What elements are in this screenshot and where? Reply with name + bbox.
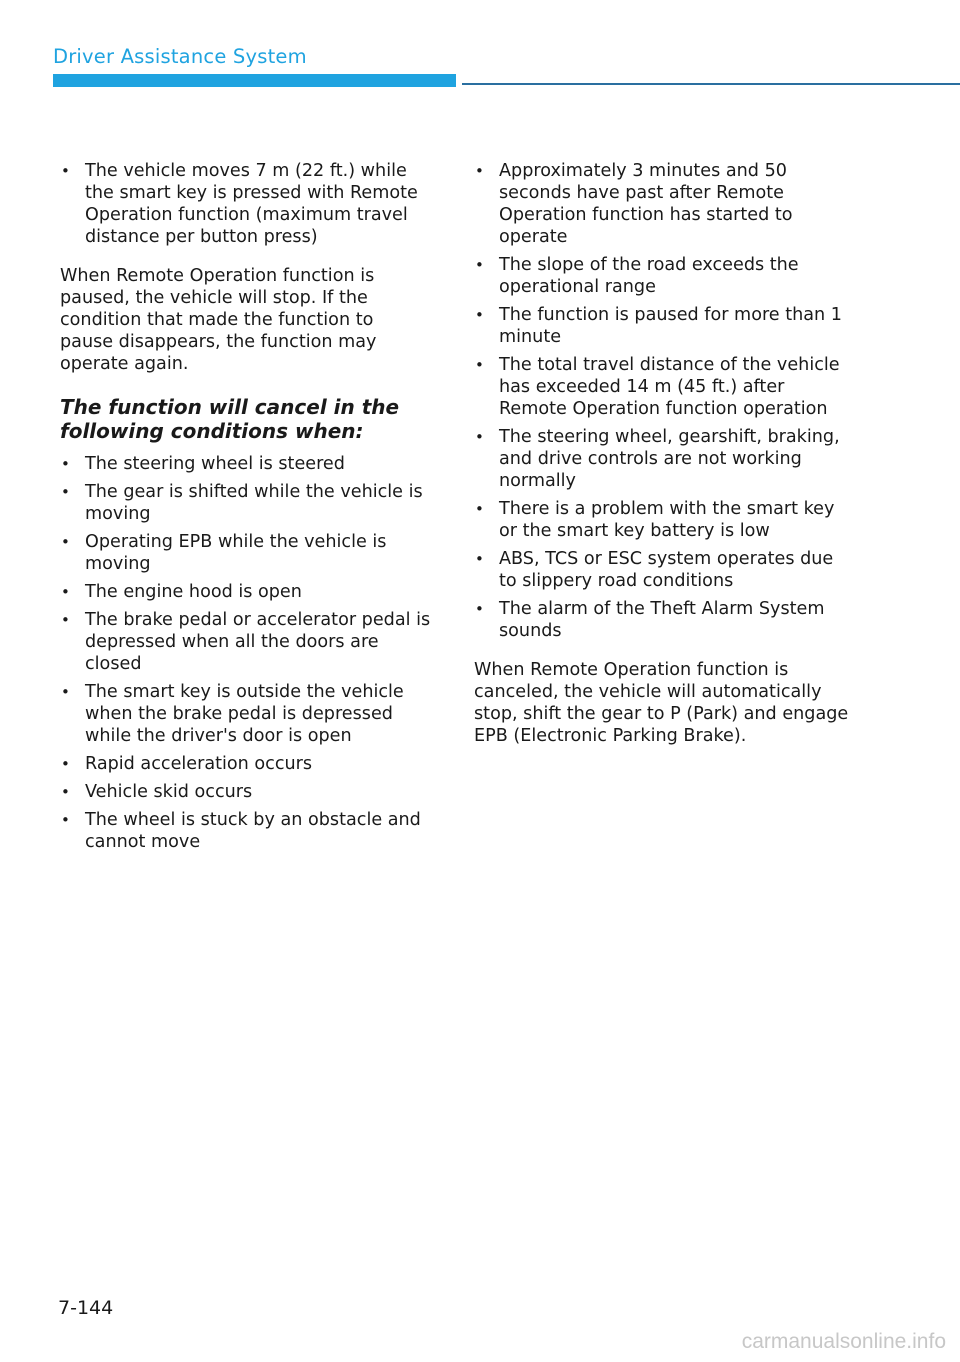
list-item: • The steering wheel is steered — [60, 453, 432, 475]
intro-bullet-list — [60, 160, 432, 248]
list-item: • ABS, TCS or ESC system operates due to slippery road conditions — [474, 548, 854, 592]
list-item: • The total travel distance of the vehicle has exceeded 14 m (45 ft.) after Remote Operation function operation — [474, 354, 854, 420]
left-column — [60, 160, 432, 859]
list-item: • Rapid acceleration occurs — [60, 753, 432, 775]
cancel-conditions-heading: The function will cancel in the following conditions when: — [60, 395, 400, 443]
list-item: • Operating EPB while the vehicle is moving — [60, 531, 432, 575]
cancel-conditions-list — [60, 453, 432, 853]
list-item: • The vehicle moves 7 m (22 ft.) while the smart key is pressed with Remote Operation function (maximum travel distance per button press) — [60, 160, 432, 248]
list-item: • Approximately 3 minutes and 50 seconds have past after Remote Operation function has started to operate — [474, 160, 854, 248]
header-rule-thin — [462, 83, 960, 85]
section-title: Driver Assistance System — [53, 45, 307, 68]
cancel-conditions-list-continued — [474, 160, 854, 642]
list-item: • The engine hood is open — [60, 581, 432, 603]
paused-paragraph: When Remote Operation function is paused, the vehicle will stop. If the condition that made the function to pause disappears, the function may operate again. — [60, 266, 377, 374]
list-item: • The alarm of the Theft Alarm System sounds — [474, 598, 854, 642]
page-number: 7-144 — [58, 1297, 114, 1319]
list-item: • The gear is shifted while the vehicle is moving — [60, 481, 432, 525]
header-rule-thick — [53, 74, 456, 87]
list-item: • There is a problem with the smart key or the smart key battery is low — [474, 498, 854, 542]
list-item: • The wheel is stuck by an obstacle and cannot move — [60, 809, 432, 853]
list-item: • The brake pedal or accelerator pedal is depressed when all the doors are closed — [60, 609, 432, 675]
list-item: • The smart key is outside the vehicle when the brake pedal is depressed while the driver's door is open — [60, 681, 432, 747]
list-item: • The steering wheel, gearshift, braking, and drive controls are not working normally — [474, 426, 854, 492]
canceled-paragraph: When Remote Operation function is canceled, the vehicle will automatically stop, shift the gear to P (Park) and engage EPB (Electronic Parking Brake). — [474, 660, 849, 746]
list-item: • The slope of the road exceeds the operational range — [474, 254, 854, 298]
watermark: carmanualsonline.info — [741, 1330, 946, 1353]
list-item: • The function is paused for more than 1 minute — [474, 304, 854, 348]
right-column — [474, 160, 854, 747]
list-item: • Vehicle skid occurs — [60, 781, 432, 803]
